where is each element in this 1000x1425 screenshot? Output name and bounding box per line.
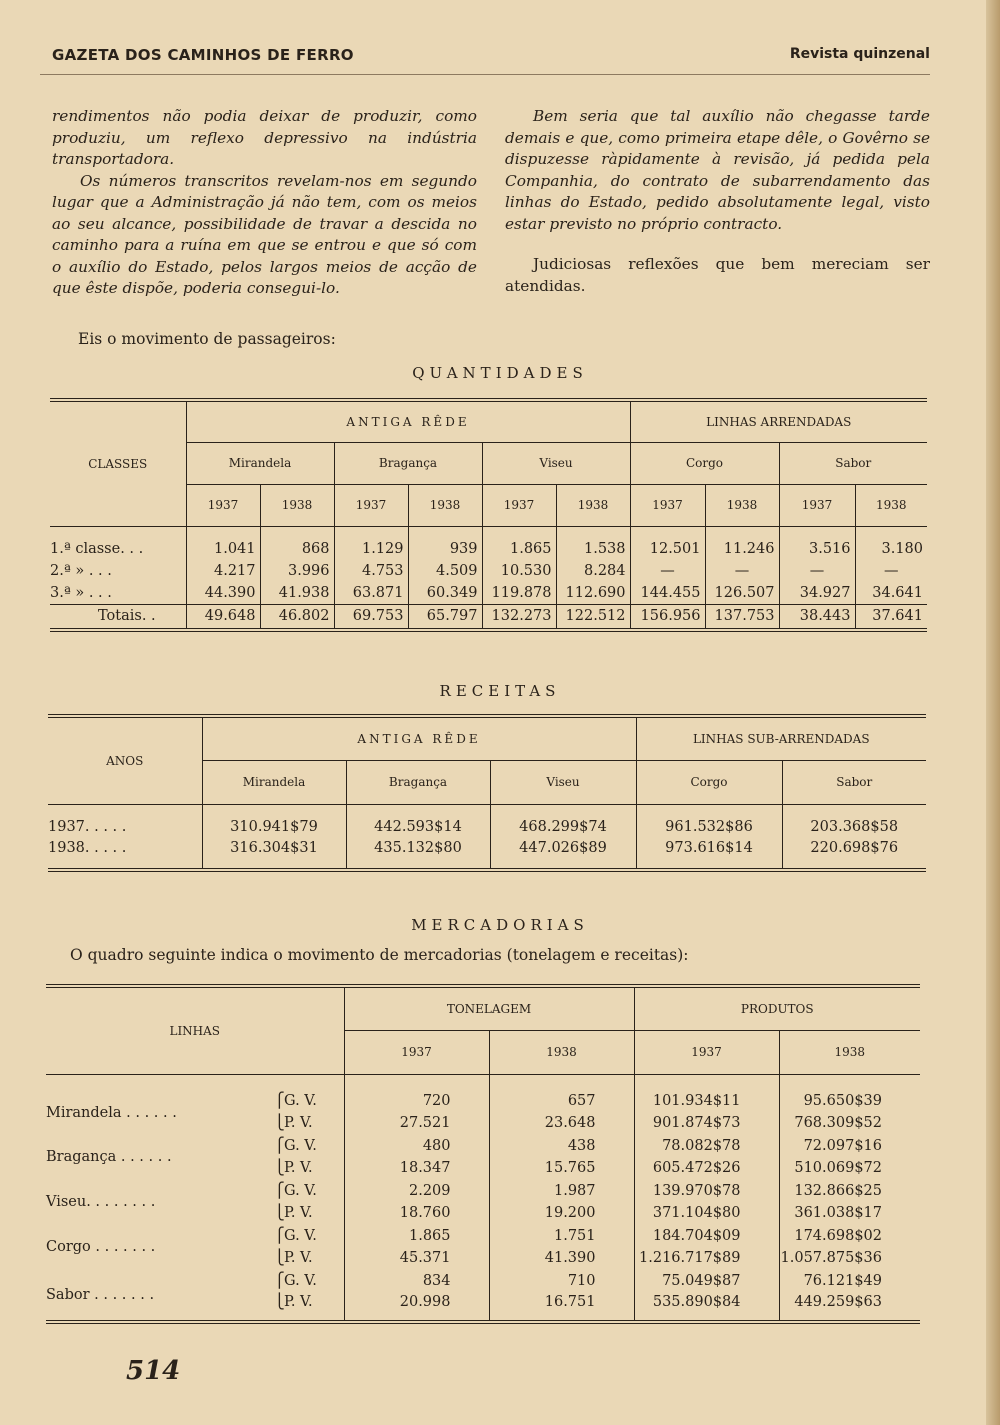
service-label: ⎩P. V.	[274, 1247, 344, 1270]
brace-icon: ⎩	[274, 1115, 285, 1132]
cell: 4.753	[334, 560, 408, 582]
cell: 184.704$09	[634, 1225, 779, 1248]
line-header: Viseu	[490, 760, 636, 804]
passengers-intro: Eis o movimento de passageiros:	[78, 330, 336, 348]
cell: 18.347	[344, 1157, 489, 1180]
cell: 1.041	[186, 526, 260, 560]
quantidades-table	[50, 398, 927, 632]
cell: 65.797	[408, 604, 482, 630]
left-column	[52, 106, 477, 300]
row-label: Totais. .	[50, 604, 186, 630]
service-label: ⎧G. V.	[274, 1180, 344, 1203]
page-edge	[986, 0, 1000, 1425]
antiga-rede-header: ANTIGA RÊDE	[202, 716, 636, 760]
service-label: ⎧G. V.	[274, 1135, 344, 1158]
brace-icon: ⎧	[274, 1182, 285, 1199]
row-label: 2.ª » . . .	[50, 560, 186, 582]
cell: 44.390	[186, 582, 260, 604]
line-header: Corgo	[636, 760, 782, 804]
line-header: Bragança	[334, 442, 482, 484]
brace-icon: ⎩	[274, 1160, 285, 1177]
cell: 316.304$31	[202, 838, 346, 870]
cell: 11.246	[705, 526, 779, 560]
year-header: 1937	[779, 484, 855, 526]
year-header: 1938	[260, 484, 334, 526]
cell: 468.299$74	[490, 804, 636, 838]
year-header: 1938	[705, 484, 779, 526]
cell: 8.284	[556, 560, 630, 582]
anos-header: ANOS	[48, 716, 202, 804]
cell: 12.501	[630, 526, 705, 560]
cell: 438	[489, 1135, 634, 1158]
cell: 1.865	[482, 526, 556, 560]
cell: 41.938	[260, 582, 334, 604]
table-row	[48, 838, 926, 870]
brace-icon: ⎧	[274, 1137, 285, 1154]
cell: 37.641	[855, 604, 927, 630]
table-row	[46, 1225, 920, 1248]
line-label: Sabor . . . . . . .	[46, 1286, 155, 1303]
year-header: 1937	[482, 484, 556, 526]
cell: 2.209	[344, 1180, 489, 1203]
cell: 605.472$26	[634, 1157, 779, 1180]
year-header: 1938	[408, 484, 482, 526]
cell: 3.516	[779, 526, 855, 560]
cell: 1.987	[489, 1180, 634, 1203]
cell: 132.866$25	[794, 1182, 882, 1199]
cell: 41.390	[489, 1247, 634, 1270]
right-paragraph-1: Bem seria que tal auxílio não chegasse tarde demais e que, como primeira etape dêle, o Govêrno se dispuzesse ràpidamente à revisão, já pedida pela Companhia, do contrato de subarrendamento das linhas do Estado, pedido absolutamente legal, visto estar previsto no próprio contracto.	[505, 107, 930, 233]
year-header: 1938	[779, 1030, 920, 1074]
cell: 203.368$58	[810, 819, 899, 836]
cell: 442.593$14	[346, 804, 490, 838]
cell: 156.956	[630, 604, 705, 630]
row-label: 3.ª » . . .	[50, 582, 186, 604]
year-header: 1938	[556, 484, 630, 526]
cell: 220.698$76	[810, 840, 899, 856]
cell: —	[779, 560, 855, 582]
journal-title: GAZETA DOS CAMINHOS DE FERRO	[52, 46, 354, 64]
cell: 447.026$89	[490, 838, 636, 870]
cell: 49.648	[186, 604, 260, 630]
cell: 19.200	[489, 1202, 634, 1225]
cell: 710	[489, 1270, 634, 1293]
cell: 46.802	[260, 604, 334, 630]
brace-icon: ⎩	[274, 1250, 285, 1267]
cell: 361.038$17	[794, 1205, 882, 1222]
cell: 657	[489, 1074, 634, 1112]
table-row	[46, 1074, 920, 1112]
row-label: 1938. . . . .	[48, 838, 202, 870]
cell: 38.443	[779, 604, 855, 630]
tonelagem-header: TONELAGEM	[344, 986, 634, 1030]
left-paragraph-2: Os números transcritos revelam-nos em segundo lugar que a Administração já não tem, com os meios ao seu alcance, possibilidade de travar a descida no caminho para a ruína em que se entrou e que só com o auxílio do Estado, pelos largos meios de acção de que êste dispõe, poderia consegui-lo.	[52, 171, 477, 297]
cell: 69.753	[334, 604, 408, 630]
line-header: Mirandela	[186, 442, 334, 484]
cell: 119.878	[482, 582, 556, 604]
antiga-rede-header: ANTIGA RÊDE	[186, 400, 630, 442]
cell: 1.057.875$36	[780, 1250, 882, 1267]
brace-icon: ⎧	[274, 1227, 285, 1244]
table-row	[46, 1135, 920, 1158]
cell: 973.616$14	[636, 838, 782, 870]
cell: 34.927	[779, 582, 855, 604]
year-header: 1937	[334, 484, 408, 526]
linhas-header: LINHAS	[46, 986, 344, 1074]
cell: 3.996	[260, 560, 334, 582]
page-number: 514	[126, 1356, 181, 1386]
cell: 137.753	[705, 604, 779, 630]
cell: 126.507	[705, 582, 779, 604]
cell: 510.069$72	[794, 1160, 882, 1177]
cell: 27.521	[344, 1112, 489, 1135]
cell: 310.941$79	[202, 804, 346, 838]
linhas-arrendadas-header: LINHAS ARRENDADAS	[630, 400, 927, 442]
cell: 132.273	[482, 604, 556, 630]
produtos-header: PRODUTOS	[634, 986, 920, 1030]
cell: 868	[260, 526, 334, 560]
cell: 3.180	[881, 541, 923, 558]
cell: 15.765	[489, 1157, 634, 1180]
right-paragraph-2: Judiciosas reflexões que bem mereciam ser atendidas.	[505, 255, 930, 295]
cell: 535.890$84	[634, 1292, 779, 1322]
table-row	[50, 560, 927, 582]
cell: 1.865	[344, 1225, 489, 1248]
line-header: Corgo	[630, 442, 779, 484]
cell: 901.874$73	[634, 1112, 779, 1135]
cell: —	[884, 563, 899, 579]
cell: 101.934$11	[634, 1074, 779, 1112]
cell: 18.760	[344, 1202, 489, 1225]
cell: 10.530	[482, 560, 556, 582]
line-header: Bragança	[346, 760, 490, 804]
cell: 371.104$80	[634, 1202, 779, 1225]
row-label: 1.ª classe. . .	[50, 526, 186, 560]
mercadorias-title: MERCADORIAS	[411, 916, 589, 934]
brace-icon: ⎧	[274, 1272, 285, 1289]
cell: —	[705, 560, 779, 582]
cell: 78.082$78	[634, 1135, 779, 1158]
journal-subtitle: Revista quinzenal	[789, 46, 930, 62]
cell: 939	[408, 526, 482, 560]
year-header: 1937	[344, 1030, 489, 1074]
cell: 174.698$02	[794, 1227, 882, 1244]
service-label: ⎩P. V.	[274, 1157, 344, 1180]
line-label: Bragança . . . . . .	[46, 1149, 172, 1165]
service-label: ⎧G. V.	[274, 1225, 344, 1248]
cell: 23.648	[489, 1112, 634, 1135]
brace-icon: ⎧	[274, 1093, 285, 1110]
brace-icon: ⎩	[274, 1294, 285, 1310]
service-label: ⎩P. V.	[274, 1202, 344, 1225]
line-header: Mirandela	[202, 760, 346, 804]
line-header: Sabor	[782, 760, 926, 804]
brace-icon: ⎩	[274, 1205, 285, 1222]
cell: 768.309$52	[794, 1115, 882, 1132]
table-row	[46, 1180, 920, 1203]
cell: 1.538	[556, 526, 630, 560]
line-header: Sabor	[779, 442, 927, 484]
cell: 1.216.717$89	[634, 1247, 779, 1270]
cell: 45.371	[344, 1247, 489, 1270]
cell: 122.512	[556, 604, 630, 630]
cell: 4.509	[408, 560, 482, 582]
year-header: 1937	[186, 484, 260, 526]
mercadorias-intro: O quadro seguinte indica o movimento de mercadorias (tonelagem e receitas):	[70, 946, 689, 964]
cell: 95.650$39	[803, 1093, 882, 1110]
year-header: 1938	[855, 484, 927, 526]
service-label: ⎩P. V.	[274, 1112, 344, 1135]
cell: 1.129	[334, 526, 408, 560]
year-header: 1937	[630, 484, 705, 526]
right-column	[505, 106, 930, 235]
cell: 63.871	[334, 582, 408, 604]
cell: 961.532$86	[636, 804, 782, 838]
classes-header: CLASSES	[50, 400, 186, 526]
cell: 144.455	[630, 582, 705, 604]
table-row	[48, 804, 926, 838]
cell: 480	[344, 1135, 489, 1158]
line-header: Viseu	[482, 442, 630, 484]
linhas-sub-arrendadas-header: LINHAS SUB-ARRENDADAS	[636, 716, 926, 760]
cell: 75.049$87	[634, 1270, 779, 1293]
line-label: Corgo . . . . . . .	[46, 1239, 156, 1255]
cell: 1.751	[489, 1225, 634, 1248]
cell: 449.259$63	[794, 1294, 882, 1310]
cell: 4.217	[186, 560, 260, 582]
header-rule	[40, 74, 930, 75]
receitas-title: RECEITAS	[439, 682, 561, 700]
year-header: 1938	[489, 1030, 634, 1074]
mercadorias-table	[46, 984, 920, 1324]
cell: 435.132$80	[346, 838, 490, 870]
cell: 720	[344, 1074, 489, 1112]
service-label: ⎧G. V.	[274, 1074, 344, 1112]
line-label: Viseu. . . . . . . .	[46, 1194, 156, 1210]
quantidades-title: QUANTIDADES	[412, 364, 588, 382]
row-label: 1937. . . . .	[48, 804, 202, 838]
left-paragraph-1: rendimentos não podia deixar de produzir, como produziu, um reflexo depressivo na indústria transportadora.	[52, 107, 477, 168]
running-header	[52, 46, 930, 68]
table-row	[50, 582, 927, 604]
cell: 834	[344, 1270, 489, 1293]
table-row	[50, 526, 927, 560]
cell: 112.690	[556, 582, 630, 604]
service-label: ⎧G. V.	[274, 1270, 344, 1293]
receitas-table	[48, 714, 926, 872]
cell: 20.998	[344, 1292, 489, 1322]
line-label: Mirandela . . . . . .	[46, 1104, 177, 1121]
totals-row	[50, 604, 927, 630]
table-row	[46, 1270, 920, 1293]
cell: 72.097$16	[803, 1137, 882, 1154]
cell: —	[630, 560, 705, 582]
cell: 60.349	[408, 582, 482, 604]
service-label: ⎩P. V.	[274, 1292, 344, 1322]
cell: 139.970$78	[634, 1180, 779, 1203]
cell: 34.641	[872, 584, 923, 601]
year-header: 1937	[634, 1030, 779, 1074]
cell: 76.121$49	[803, 1272, 882, 1289]
cell: 16.751	[489, 1292, 634, 1322]
